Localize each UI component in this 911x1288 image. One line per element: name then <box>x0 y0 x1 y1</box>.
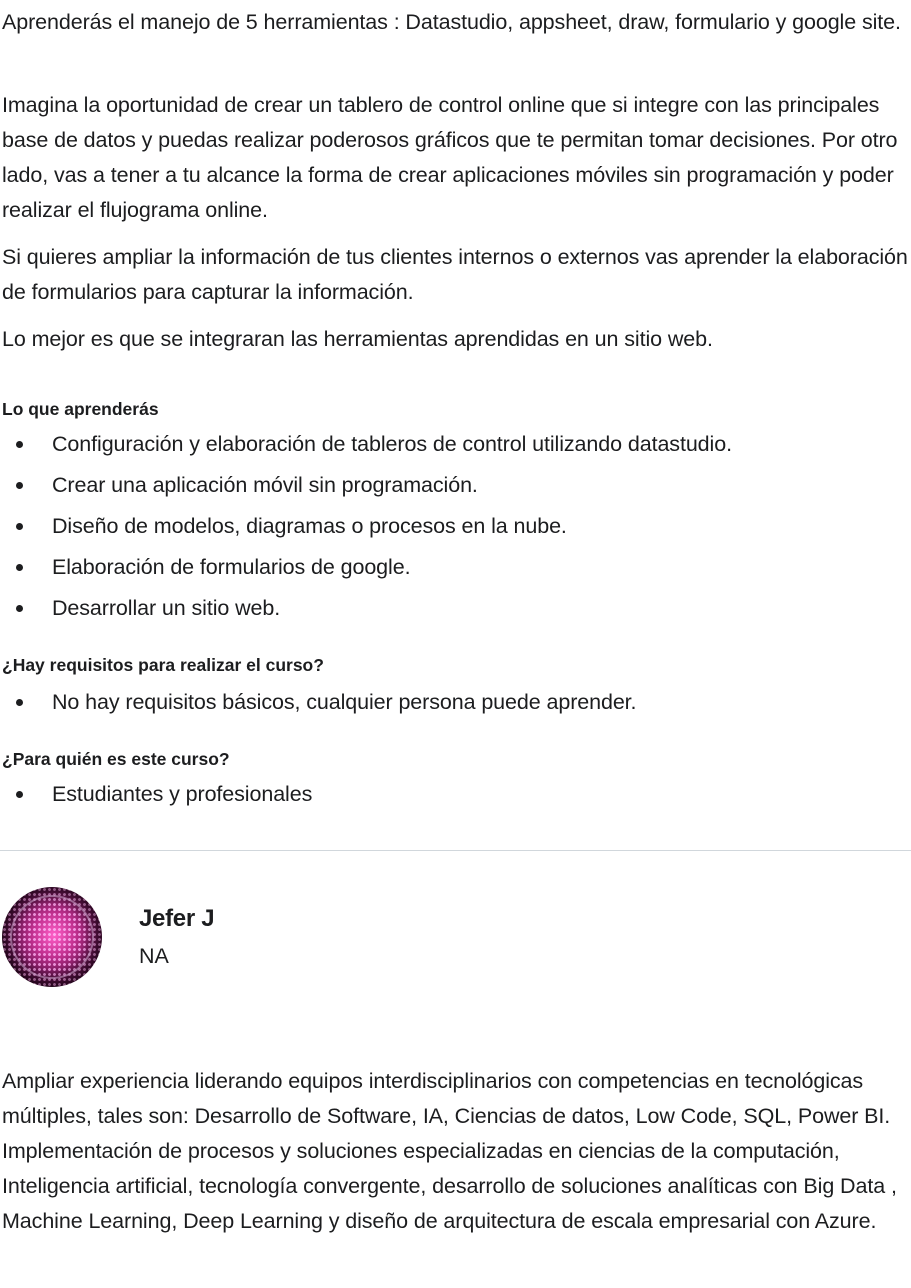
description-paragraph-1: Aprenderás el manejo de 5 herramientas : Datastudio, appsheet, draw, formulario y google site. <box>2 10 901 34</box>
instructor-avatar[interactable] <box>2 887 102 987</box>
audience-heading: ¿Para quién es este curso? <box>2 749 230 769</box>
list-item <box>0 547 732 588</box>
bullet-icon <box>16 605 23 612</box>
list-item-text: Configuración y elaboración de tableros de control utilizando datastudio. <box>52 432 732 456</box>
list-item-text: Elaboración de formularios de google. <box>52 555 411 579</box>
list-item-text: Estudiantes y profesionales <box>52 782 313 806</box>
bullet-icon <box>16 564 23 571</box>
avatar-ring <box>10 895 94 979</box>
list-item-text: Desarrollar un sitio web. <box>52 596 281 620</box>
description-paragraph-2: Imagina la oportunidad de crear un tablero de control online que si integre con las principales base de datos y puedas realizar poderosos gráficos que te permitan tomar decisiones. Por otro lado, vas a tener a tu alcance la forma de crear aplicaciones móviles sin programación y poder realizar el flujograma online. <box>2 93 898 222</box>
description-paragraph-4: Lo mejor es que se integraran las herramientas aprendidas en un sitio web. <box>2 327 713 351</box>
instructor-name[interactable]: Jefer J <box>139 905 215 932</box>
requirements-list <box>0 682 636 723</box>
description-paragraph-3: Si quieres ampliar la información de tus clientes internos o externos vas aprender la elaboración de formularios para capturar la información. <box>2 245 908 304</box>
list-item-text: Crear una aplicación móvil sin programación. <box>52 473 478 497</box>
list-item-text: Diseño de modelos, diagramas o procesos en la nube. <box>52 514 567 538</box>
bullet-icon <box>16 523 23 530</box>
requirements-heading: ¿Hay requisitos para realizar el curso? <box>2 655 324 675</box>
list-item <box>0 682 636 723</box>
list-item <box>0 465 732 506</box>
bullet-icon <box>16 699 23 706</box>
audience-list <box>0 774 312 815</box>
learn-list <box>0 424 732 629</box>
section-divider <box>0 850 911 851</box>
bullet-icon <box>16 791 23 798</box>
list-item <box>0 424 732 465</box>
instructor-title: NA <box>139 944 169 968</box>
instructor-bio: Ampliar experiencia liderando equipos interdisciplinarios con competencias en tecnológicas múltiples, tales son: Desarrollo de Software, IA, Ciencias de datos, Low Code, SQL, Power BI. Implementación de procesos y soluciones especializadas en ciencias de la computación, Inteligencia artificial, tecnología convergente, desarrollo de soluciones analíticas con Big Data , Machine Learning, Deep Learning y diseño de arquitectura de escala empresarial con Azure. <box>2 1069 897 1233</box>
list-item <box>0 506 732 547</box>
bullet-icon <box>16 441 23 448</box>
learn-heading: Lo que aprenderás <box>2 399 159 419</box>
list-item-text: No hay requisitos básicos, cualquier persona puede aprender. <box>52 690 637 714</box>
list-item <box>0 588 732 629</box>
bullet-icon <box>16 482 23 489</box>
list-item <box>0 774 312 815</box>
